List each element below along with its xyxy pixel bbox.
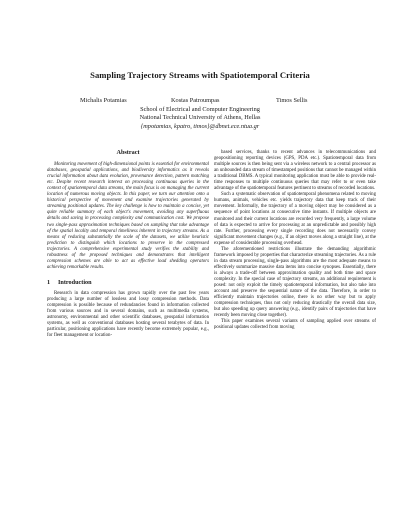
abstract-text: Monitoring movement of high-dimensional points is essential for environmental databases, geospatial applications, and biodiversity informatics as it reveals crucial information about data evolution, provenance detection, pattern matching etc. Despite recent research interest on processing continuous queries in the context of spatiotemporal data streams, the main focus is on managing the current location of numerous moving objects. In this paper, we turn our attention onto a historical perspective of movement and examine trajectories generated by streaming positional updates. The key challenge is how to maintain a concise, yet quite reliable summary of each object's movement, avoiding any superfluous details and saving in processing complexity and communication cost. We propose two single-pass approximation techniques based on sampling that take advantage of the spatial locality and temporal timeliness inherent in trajectory streams. As a means of reducing substantially the scale of the datasets, we utilize heuristic prediction to distinguish which locations to preserve in the compressed trajectories. A comprehensive experimental study verifies the stability and robustness of the proposed techniques and demonstrates that intelligent compression schemes are able to act as effective load shedding operators achieving remarkable results.: [47, 162, 209, 270]
author-name: Kostas Patroumpas: [171, 97, 220, 104]
abstract-heading: Abstract: [116, 149, 140, 156]
body-paragraph: Such a systematic observation of spatiotemporal phenomena related to moving humans, animals, vehicles etc. yields trajectory data that keep track of their movement. Informally, the trajectory of a moving object may be considered as a sequence of point locations at consecutive time instants. If multiple objects are monitored and their current locations are recorded very frequently, a large volume of data is expected to arrive for processing at an unpredictable and possibly high rate. Further, processing every single recording does not necessarily convey significant movement changes (e.g., if an object moves along a straight line), at the expense of considerable processing overhead.: [214, 192, 376, 246]
right-column: [214, 150, 376, 331]
section-number: 1: [47, 278, 51, 286]
body-paragraph: The aforementioned restrictions illustrate the demanding algorithmic framework imposed by properties that characterize streaming trajectories. As a rule in data stream processing, single-pass algorithms are the most adequate means to effectively summarize massive data items into concise synopses. Essentially, there is always a trade-off between approximation quality and both time and space complexity. In the special case of trajectory streams, an additional requirement is posed: not only exploit the timely spatiotemporal information, but also take into account and preserve the sequential nature of the data. Therefore, in order to efficiently maintain trajectories online, there is no other way but to apply compression techniques, thus not only reducing drastically the overall data size, but also speeding up query answering (e.g., identify pairs of trajectories that have recently been moving close together).: [214, 246, 376, 319]
author-emails: {mpotamias, kpatro, timos}@dbnet.ece.ntua.gr: [140, 122, 260, 130]
paper-title: Sampling Trajectory Streams with Spatiotemporal Criteria: [90, 70, 310, 80]
body-paragraph: This paper examines several variants of sampling applied over streams of positional updates collected from moving: [214, 319, 376, 331]
intro-paragraph: Research in data compression has grown rapidly over the past few years producing a large number of lossless and lossy compression methods. Data compression is possible because of redundancies found in information collected from various sources and in several domains, such as multimedia systems, astronomy, environmental and other scientific databases, geospatial information systems, as well as conventional databases hosting several terabytes of data. In particular, positioning applications have recently become extremely popular, e.g., for fleet management or location-: [47, 290, 209, 339]
body-paragraph: based services, thanks to recent advances in telecommunications and geopositioning reporting devices (GPS, PDA etc.). Spatiotemporal data from multiple sources is then being sent via a wireless network to a central processor as an unbounded data stream of timestamped positions that cannot be managed within a traditional DBMS. A typical monitoring application must be able to provide real-time responses to multiple continuous queries that may refer to or even take advantage of the spatiotemporal features pertinent to streams of recorded locations.: [214, 150, 376, 192]
affiliation-school: School of Electrical and Computer Engineering: [140, 105, 260, 113]
section-title: Introduction: [58, 278, 92, 286]
left-column: [47, 150, 209, 339]
author-name: Timos Sellis: [276, 97, 308, 104]
affiliation-university: National Technical University of Athens, Hellas: [139, 114, 261, 121]
author-name: Michalis Potamias: [80, 97, 127, 104]
section-heading-introduction: [47, 280, 209, 286]
